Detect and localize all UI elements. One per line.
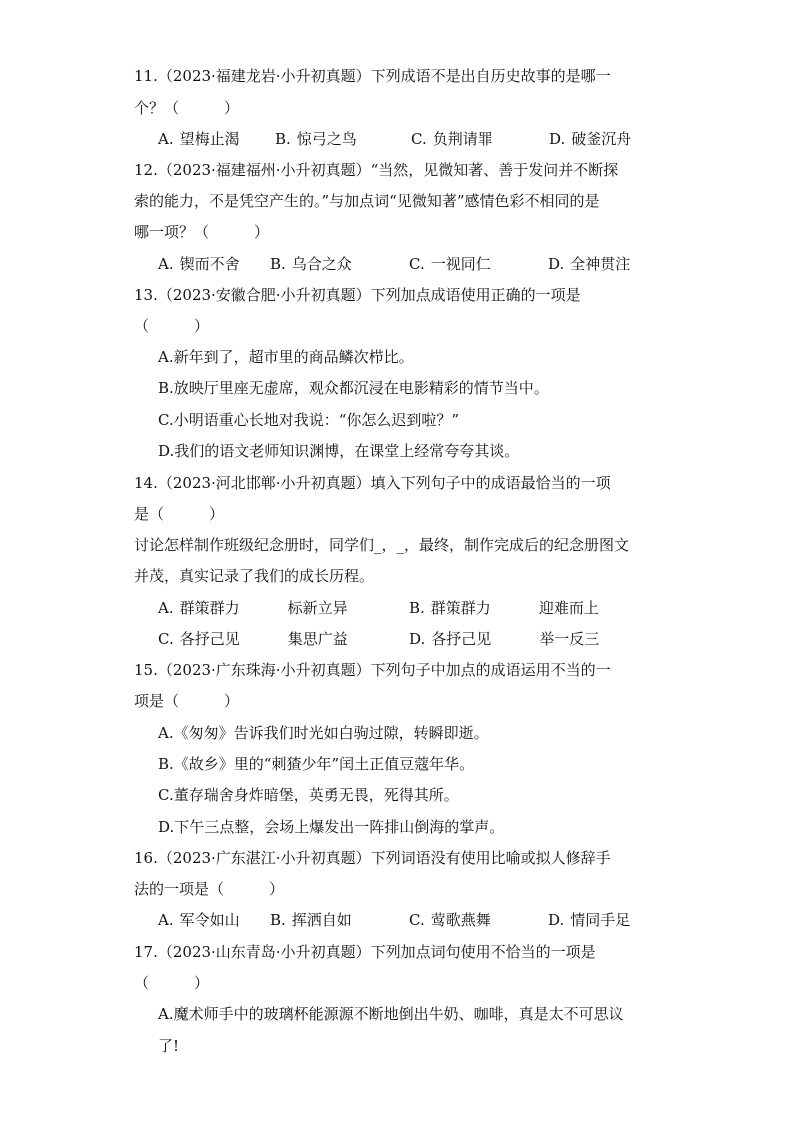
question-13-option-d[interactable]: D.我们的语文老师知识渊博，在课堂上经常夸夸其谈。 bbox=[158, 442, 520, 460]
question-14-option-d[interactable]: D. 各抒己见 举一反三 bbox=[409, 630, 600, 648]
question-14-passage-line-2: 并茂，真实记录了我们的成长历程。 bbox=[134, 567, 375, 585]
question-11-option-c[interactable]: C. 负荆请罪 bbox=[411, 130, 493, 148]
question-14-stem-line-2: 是（ ） bbox=[134, 505, 225, 523]
question-12-stem-line-2: 索的能力，不是凭空产生的。”与加点词“见微知著”感情色彩不相同的是 bbox=[134, 192, 600, 210]
question-17-stem-line-1: 17.（2023·山东青岛·小升初真题）下列加点词句使用不恰当的一项是 bbox=[134, 943, 596, 961]
question-12-option-c[interactable]: C. 一视同仁 bbox=[409, 255, 491, 273]
question-17-option-a-continued: 了! bbox=[158, 1037, 180, 1055]
question-16-option-b[interactable]: B. 挥洒自如 bbox=[270, 911, 352, 929]
question-14-stem-line-1: 14.（2023·河北邯郸·小升初真题）填入下列句子中的成语最恰当的一项 bbox=[134, 474, 611, 492]
question-15-option-a[interactable]: A.《匆匆》告诉我们时光如白驹过隙，转瞬即逝。 bbox=[158, 724, 489, 742]
question-16-option-c[interactable]: C. 莺歌燕舞 bbox=[409, 911, 491, 929]
question-12-option-a[interactable]: A. 锲而不舍 bbox=[158, 255, 240, 273]
question-15-option-d[interactable]: D.下午三点整，会场上爆发出一阵排山倒海的掌声。 bbox=[158, 818, 505, 836]
question-11-option-d[interactable]: D. 破釜沉舟 bbox=[549, 130, 632, 148]
question-14-passage-line-1: 讨论怎样制作班级纪念册时，同学们_，_，最终，制作完成后的纪念册图文 bbox=[134, 536, 630, 554]
question-13-option-a[interactable]: A.新年到了，超市里的商品鳞次栉比。 bbox=[158, 348, 414, 366]
question-16-option-a[interactable]: A. 军令如山 bbox=[158, 911, 240, 929]
question-15-stem-line-1: 15.（2023·广东珠海·小升初真题）下列句子中加点的成语运用不当的一 bbox=[134, 661, 611, 679]
question-11-stem-line-2: 个？（ ） bbox=[134, 99, 240, 117]
question-12-option-d[interactable]: D. 全神贯注 bbox=[548, 255, 631, 273]
question-16-option-d[interactable]: D. 情同手足 bbox=[548, 911, 631, 929]
question-12-stem-line-1: 12.（2023·福建福州·小升初真题）“当然，见微知著、善于发问并不断探 bbox=[134, 161, 619, 179]
question-13-stem-line-2: （ ） bbox=[134, 317, 210, 335]
question-16-stem-line-1: 16.（2023·广东湛江·小升初真题）下列词语没有使用比喻或拟人修辞手 bbox=[134, 849, 611, 867]
question-17-option-a[interactable]: A.魔术师手中的玻璃杯能源源不断地倒出牛奶、咖啡，真是太不可思议 bbox=[158, 1005, 624, 1023]
question-12-option-b[interactable]: B. 乌合之众 bbox=[270, 255, 352, 273]
question-11-option-b[interactable]: B. 惊弓之鸟 bbox=[275, 130, 357, 148]
question-14-option-c[interactable]: C. 各抒己见 集思广益 bbox=[158, 630, 348, 648]
question-17-stem-line-2: （ ） bbox=[134, 974, 210, 992]
question-15-option-b[interactable]: B.《故乡》里的“刺猹少年”闰土正值豆蔻年华。 bbox=[158, 755, 475, 773]
question-16-stem-line-2: 法的一项是（ ） bbox=[134, 880, 285, 898]
question-15-stem-line-2: 项是（ ） bbox=[134, 692, 240, 710]
question-11-stem-line-1: 11.（2023·福建龙岩·小升初真题）下列成语不是出自历史故事的是哪一 bbox=[134, 67, 611, 85]
question-15-option-c[interactable]: C.董存瑞舍身炸暗堡，英勇无畏，死得其所。 bbox=[158, 786, 459, 804]
question-14-option-a[interactable]: A. 群策群力 标新立异 bbox=[158, 599, 348, 617]
question-13-option-c[interactable]: C.小明语重心长地对我说：“你怎么迟到啦？” bbox=[158, 411, 460, 429]
question-13-option-b[interactable]: B.放映厅里座无虚席，观众都沉浸在电影精彩的情节当中。 bbox=[158, 379, 549, 397]
question-14-option-b[interactable]: B. 群策群力 迎难而上 bbox=[409, 599, 599, 617]
question-13-stem-line-1: 13.（2023·安徽合肥·小升初真题）下列加点成语使用正确的一项是 bbox=[134, 286, 581, 304]
question-11-option-a[interactable]: A. 望梅止渴 bbox=[158, 130, 240, 148]
question-12-stem-line-3: 哪一项？（ ） bbox=[134, 223, 270, 241]
